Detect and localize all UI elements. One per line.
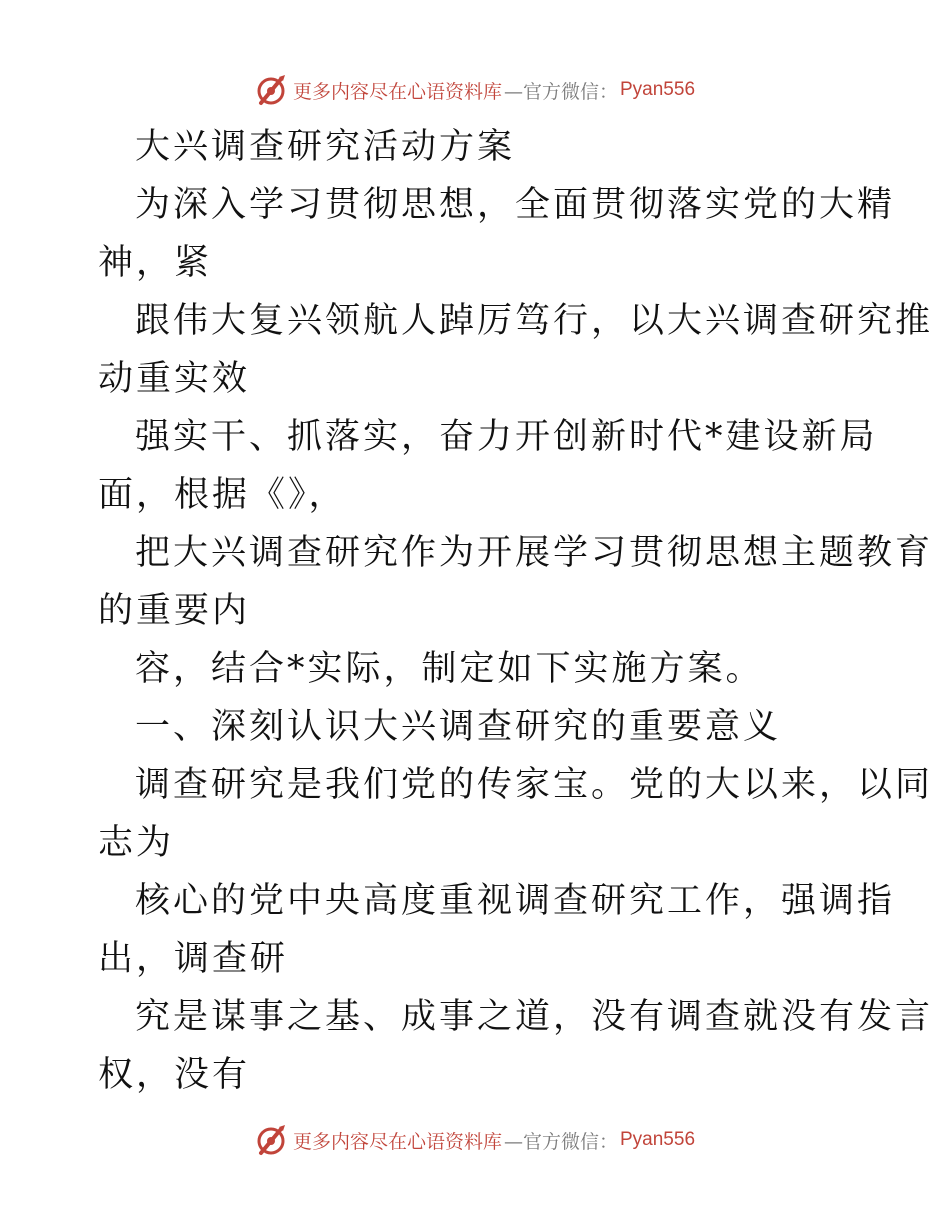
banner-wechat-label: —官方微信：: [503, 80, 618, 103]
text-line: 跟伟大复兴领航人踔厉笃行，以大兴调查研究推: [135, 301, 934, 341]
text-line: 核心的党中央高度重视调查研究工作，强调指: [135, 881, 896, 921]
text-line: 的重要内: [98, 591, 251, 631]
text-line: 强实干、抓落实，奋力开创新时代*建设新局: [135, 417, 878, 457]
text-line: 调查研究是我们党的传家宝。党的大以来，以同: [135, 765, 934, 805]
text-line: 志为: [98, 823, 175, 863]
header-banner: [0, 70, 950, 110]
brush-logo-icon: [255, 1123, 289, 1157]
banner-brand-text: 更多内容尽在心语资料库: [292, 1130, 502, 1153]
section-heading: 一、深刻认识大兴调查研究的重要意义: [135, 707, 782, 747]
brush-logo-icon: [255, 73, 289, 107]
text-line: 动重实效: [98, 359, 251, 399]
text-line: 究是谋事之基、成事之道，没有调查就没有发言: [135, 997, 934, 1037]
doc-title: 大兴调查研究活动方案: [135, 127, 516, 167]
text-line: 把大兴调查研究作为开展学习贯彻思想主题教育: [135, 533, 934, 573]
banner-wechat-label: —官方微信：: [503, 1130, 618, 1153]
document-body: [98, 118, 934, 1104]
footer-banner: [0, 1120, 950, 1160]
text-line: 权，没有: [98, 1055, 251, 1095]
banner-wechat-id: Pyan556: [620, 1129, 696, 1150]
text-line: 容，结合*实际，制定如下实施方案。: [135, 649, 764, 689]
text-line: 为深入学习贯彻思想，全面贯彻落实党的大精: [135, 185, 896, 225]
text-line: 神，紧: [98, 243, 213, 283]
text-line: 出，调查研: [98, 939, 289, 979]
banner-wechat-id: Pyan556: [620, 79, 696, 100]
banner-brand-text: 更多内容尽在心语资料库: [292, 80, 502, 103]
text-line: 面，根据《》，: [98, 475, 347, 515]
